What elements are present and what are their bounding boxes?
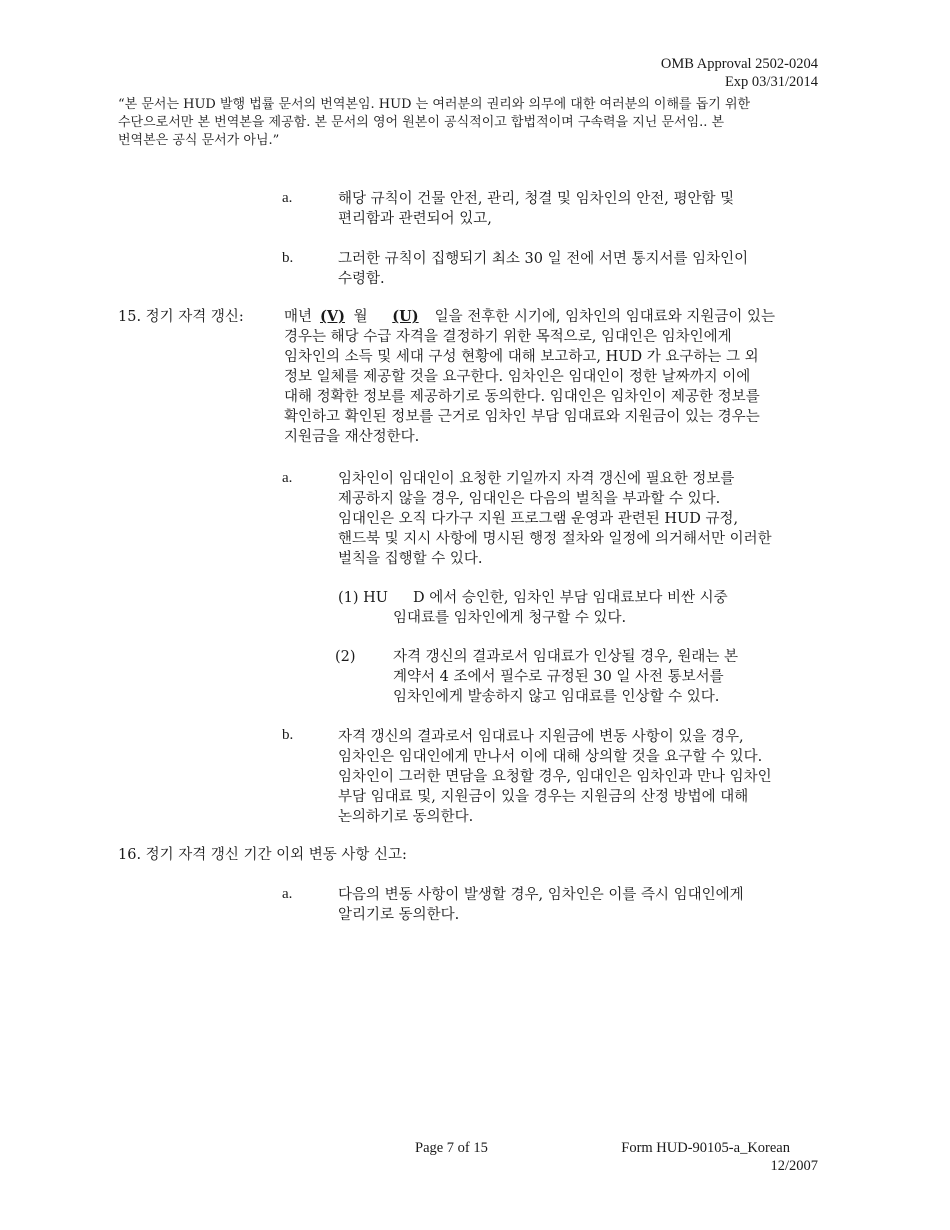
month-value: (V) — [320, 308, 345, 325]
text-line: 임차인이 임대인이 요청한 기일까지 자격 갱신에 필요한 정보를 — [338, 471, 735, 487]
translation-disclaimer — [118, 96, 798, 150]
section14-item-a — [338, 189, 808, 229]
text-line: 논의하기로 동의한다. — [338, 809, 474, 825]
text-line: 알리기로 동의한다. — [338, 907, 460, 923]
sub-item-1-label: (1) HU — [338, 590, 389, 606]
intro-prefix: 매년 — [284, 309, 313, 325]
text-line: 임차인이 그러한 면담을 요청할 경우, 임대인은 임차인과 만나 임차인 — [338, 769, 772, 785]
item-a-label: a. — [282, 886, 293, 902]
text-line: 수령함. — [338, 271, 385, 287]
text-line: 편리함과 관련되어 있고, — [338, 211, 492, 227]
text-line: 임대료를 임차인에게 청구할 수 있다. — [393, 610, 627, 626]
text-line: 경우는 해당 수급 자격을 결정하기 위한 목적으로, 임대인은 임차인에게 — [284, 329, 732, 345]
form-number: Form HUD-90105-a_Korean — [621, 1140, 790, 1156]
day-value: (U) — [392, 308, 419, 325]
text-line: 확인하고 확인된 정보를 근거로 임차인 부담 임대료와 지원금이 있는 경우는 — [284, 409, 760, 425]
text-line: 해당 규칙이 건물 안전, 관리, 청결 및 임차인의 안전, 평안함 및 — [338, 191, 735, 207]
text-line: 제공하지 않을 경우, 임대인은 다음의 벌칙을 부과할 수 있다. — [338, 491, 721, 507]
section15-heading: 15. 정기 자격 갱신: — [118, 309, 244, 325]
section15-sub-item-2 — [393, 647, 813, 707]
section15-item-a — [338, 469, 818, 569]
header-block — [661, 55, 818, 91]
item-a-label: a. — [282, 190, 293, 206]
text-line: 대해 정확한 정보를 제공하기로 동의한다. 임대인은 임차인이 제공한 정보를 — [284, 389, 760, 405]
text-line: 다음의 변동 사항이 발생할 경우, 임차인은 이를 즉시 임대인에게 — [338, 887, 744, 903]
text-line: 자격 갱신의 결과로서 임대료가 인상될 경우, 원래는 본 — [393, 649, 739, 665]
omb-approval: OMB Approval 2502-0204 — [660, 56, 818, 72]
item-b-label: b. — [282, 250, 294, 266]
disclaimer-line: 수단으로서만 본 번역본을 제공함. 본 문서의 영어 원본이 공식적이고 합법적이며 구속력을 지닌 문서임.. 본 — [118, 115, 725, 130]
disclaimer-line: “본 문서는 HUD 발행 법률 문서의 번역본임. HUD 는 여러분의 권리와 의무에 대한 여러분의 이해를 돕기 위한 — [118, 97, 751, 112]
text-line: 벌칙을 집행할 수 있다. — [338, 551, 483, 567]
text-line: 임차인의 소득 및 세대 구성 현황에 대해 보고하고, HUD 가 요구하는 그 외 — [284, 349, 759, 365]
month-label: 월 — [353, 309, 368, 325]
text-line: 핸드북 및 지시 사항에 명시된 행정 절차와 일정에 의거해서만 이러한 — [338, 531, 772, 547]
text-line: 부담 임대료 및, 지원금이 있을 경우는 지원금의 산정 방법에 대해 — [338, 789, 749, 805]
section16-item-a — [338, 885, 808, 925]
section16-heading: 16. 정기 자격 갱신 기간 이외 변동 사항 신고: — [118, 847, 407, 863]
text-line: D 에서 승인한, 임차인 부담 임대료보다 비싼 시중 — [413, 590, 728, 606]
item-b-label: b. — [282, 727, 294, 743]
text-line: 임차인에게 발송하지 않고 임대료를 인상할 수 있다. — [393, 689, 720, 705]
text-line: 지원금을 재산정한다. — [284, 429, 420, 445]
sub-item-2-label: (2) — [335, 649, 356, 665]
page-number: Page 7 of 15 — [415, 1140, 488, 1156]
form-date: 12/2007 — [770, 1158, 818, 1174]
item-a-label: a. — [282, 470, 293, 486]
text-line: 자격 갱신의 결과로서 임대료나 지원금에 변동 사항이 있을 경우, — [338, 729, 744, 745]
section15-sub-item-1 — [393, 588, 813, 628]
text-line: 그러한 규칙이 집행되기 최소 30 일 전에 서면 통지서를 임차인이 — [338, 251, 749, 267]
disclaimer-line: 번역본은 공식 문서가 아님.” — [118, 133, 280, 148]
text-line: 임차인은 임대인에게 만나서 이에 대해 상의할 것을 요구할 수 있다. — [338, 749, 763, 765]
section15-intro — [284, 307, 814, 447]
text-line: 정보 일체를 제공할 것을 요구한다. 임차인은 임대인이 정한 날짜까지 이에 — [284, 369, 751, 385]
section15-item-b — [338, 727, 818, 827]
section14-item-b — [338, 249, 808, 289]
intro-line1-rest: 일을 전후한 시기에, 임차인의 임대료와 지원금이 있는 — [434, 309, 776, 325]
text-line: 임대인은 오직 다가구 지원 프로그램 운영과 관련된 HUD 규정, — [338, 511, 739, 527]
expiration-date: Exp 03/31/2014 — [724, 74, 818, 90]
text-line — [284, 307, 814, 327]
text-line: 계약서 4 조에서 필수로 규정된 30 일 사전 통보서를 — [393, 669, 724, 685]
